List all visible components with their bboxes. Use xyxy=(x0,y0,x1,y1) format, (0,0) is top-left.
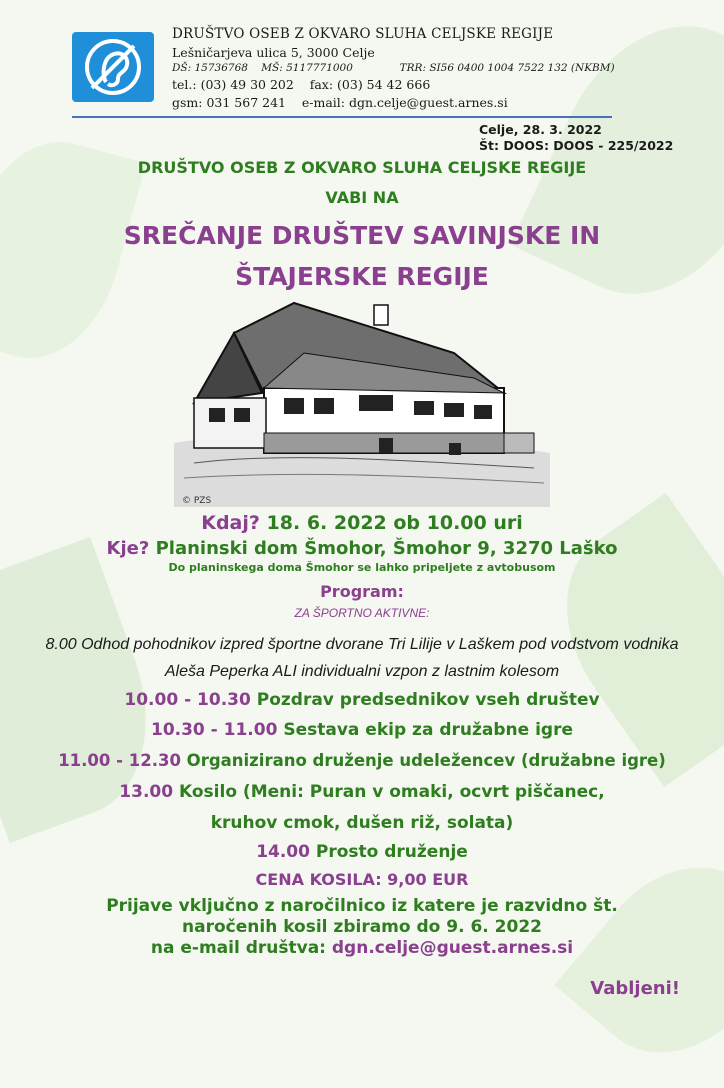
image-credit: © PZS xyxy=(182,496,212,506)
sport-heading: ZA ŠPORTNO AKTIVNE: xyxy=(294,606,430,620)
event-title-line2: ŠTAJERSKE REGIJE xyxy=(235,262,489,291)
invites-text: VABI NA xyxy=(325,188,399,207)
document-number: Št: DOOS: DOOS - 225/2022 xyxy=(479,138,674,153)
closing-text: Vabljeni! xyxy=(590,978,680,999)
letterhead-phone-fax: tel.: (03) 49 30 202 fax: (03) 54 42 666 xyxy=(172,77,431,92)
letterhead-divider xyxy=(72,116,612,118)
bus-note: Do planinskega doma Šmohor se lahko pripeljete z avtobusom xyxy=(168,561,556,574)
registration-line-3 xyxy=(0,938,724,958)
program-item-text: Pozdrav predsednikov vseh društev xyxy=(256,690,600,710)
letterhead-address: Lešničarjeva ulica 5, 3000 Celje xyxy=(172,45,375,60)
registration-line-1: Prijave vključno z naročilnico iz katere je razvidno št. xyxy=(106,896,618,916)
sport-line-2: Aleša Peperka ALI individualni vzpon z lastnim kolesom xyxy=(164,663,560,680)
program-item-time: 13.00 xyxy=(119,782,174,802)
event-where xyxy=(0,538,724,559)
document-date: Celje, 28. 3. 2022 xyxy=(479,122,602,137)
program-item-text: Kosilo (Meni: Puran v omaki, ocvrt piščanec, xyxy=(179,782,605,802)
document-reference xyxy=(479,122,673,154)
program-item-time: 10.30 - 11.00 xyxy=(150,720,278,740)
registration-email-prefix: na e-mail društva: xyxy=(150,938,326,958)
program-item xyxy=(0,842,724,862)
program-item-time: 14.00 xyxy=(256,842,310,862)
where-label: Kje? xyxy=(106,538,150,559)
program-heading: Program: xyxy=(320,582,404,601)
program-item xyxy=(0,813,724,833)
program-item-time: 10.00 - 10.30 xyxy=(124,690,251,710)
registration-line-2: naročenih kosil zbiramo do 9. 6. 2022 xyxy=(182,917,542,937)
when-value: 18. 6. 2022 ob 10.00 uri xyxy=(266,512,523,534)
program-item xyxy=(0,751,724,770)
program-item xyxy=(0,782,724,802)
registration-email-link[interactable]: dgn.celje@guest.arnes.si xyxy=(331,938,574,958)
when-label: Kdaj? xyxy=(201,512,260,534)
event-when xyxy=(0,512,724,534)
program-item-text: kruhov cmok, dušen riž, solata) xyxy=(210,813,514,833)
program-item-time: 11.00 - 12.30 xyxy=(58,751,181,770)
program-item xyxy=(0,690,724,710)
letterhead-registration-ids: DŠ: 15736768 MŠ: 5117771000 TRR: SI56 0400 1004 7522 132 (NKBM) xyxy=(172,62,615,74)
mountain-hut-illustration xyxy=(174,293,550,507)
event-title-line1: SREČANJE DRUŠTEV SAVINJSKE IN xyxy=(123,221,601,250)
lunch-price: CENA KOSILA: 9,00 EUR xyxy=(255,870,469,889)
organizer-heading: DRUŠTVO OSEB Z OKVARO SLUHA CELJSKE REGIJE xyxy=(137,158,587,177)
program-item-text: Prosto druženje xyxy=(315,842,468,862)
sport-line-1: 8.00 Odhod pohodnikov izpred športne dvorane Tri Lilije v Laškem pod vodstvom vodnika xyxy=(45,636,679,653)
program-item xyxy=(0,720,724,740)
program-item-text: Sestava ekip za družabne igre xyxy=(283,720,573,740)
letterhead-gsm-email: gsm: 031 567 241 e-mail: dgn.celje@guest.arnes.si xyxy=(172,95,508,110)
program-item-text: Organizirano druženje udeležencev (družabne igre) xyxy=(186,751,666,770)
where-value: Planinski dom Šmohor, Šmohor 9, 3270 Laško xyxy=(155,538,618,559)
letterhead-text xyxy=(172,26,615,110)
hearing-impaired-logo-icon xyxy=(72,32,154,102)
letterhead-org-name: DRUŠTVO OSEB Z OKVARO SLUHA CELJSKE REGIJE xyxy=(172,26,554,42)
